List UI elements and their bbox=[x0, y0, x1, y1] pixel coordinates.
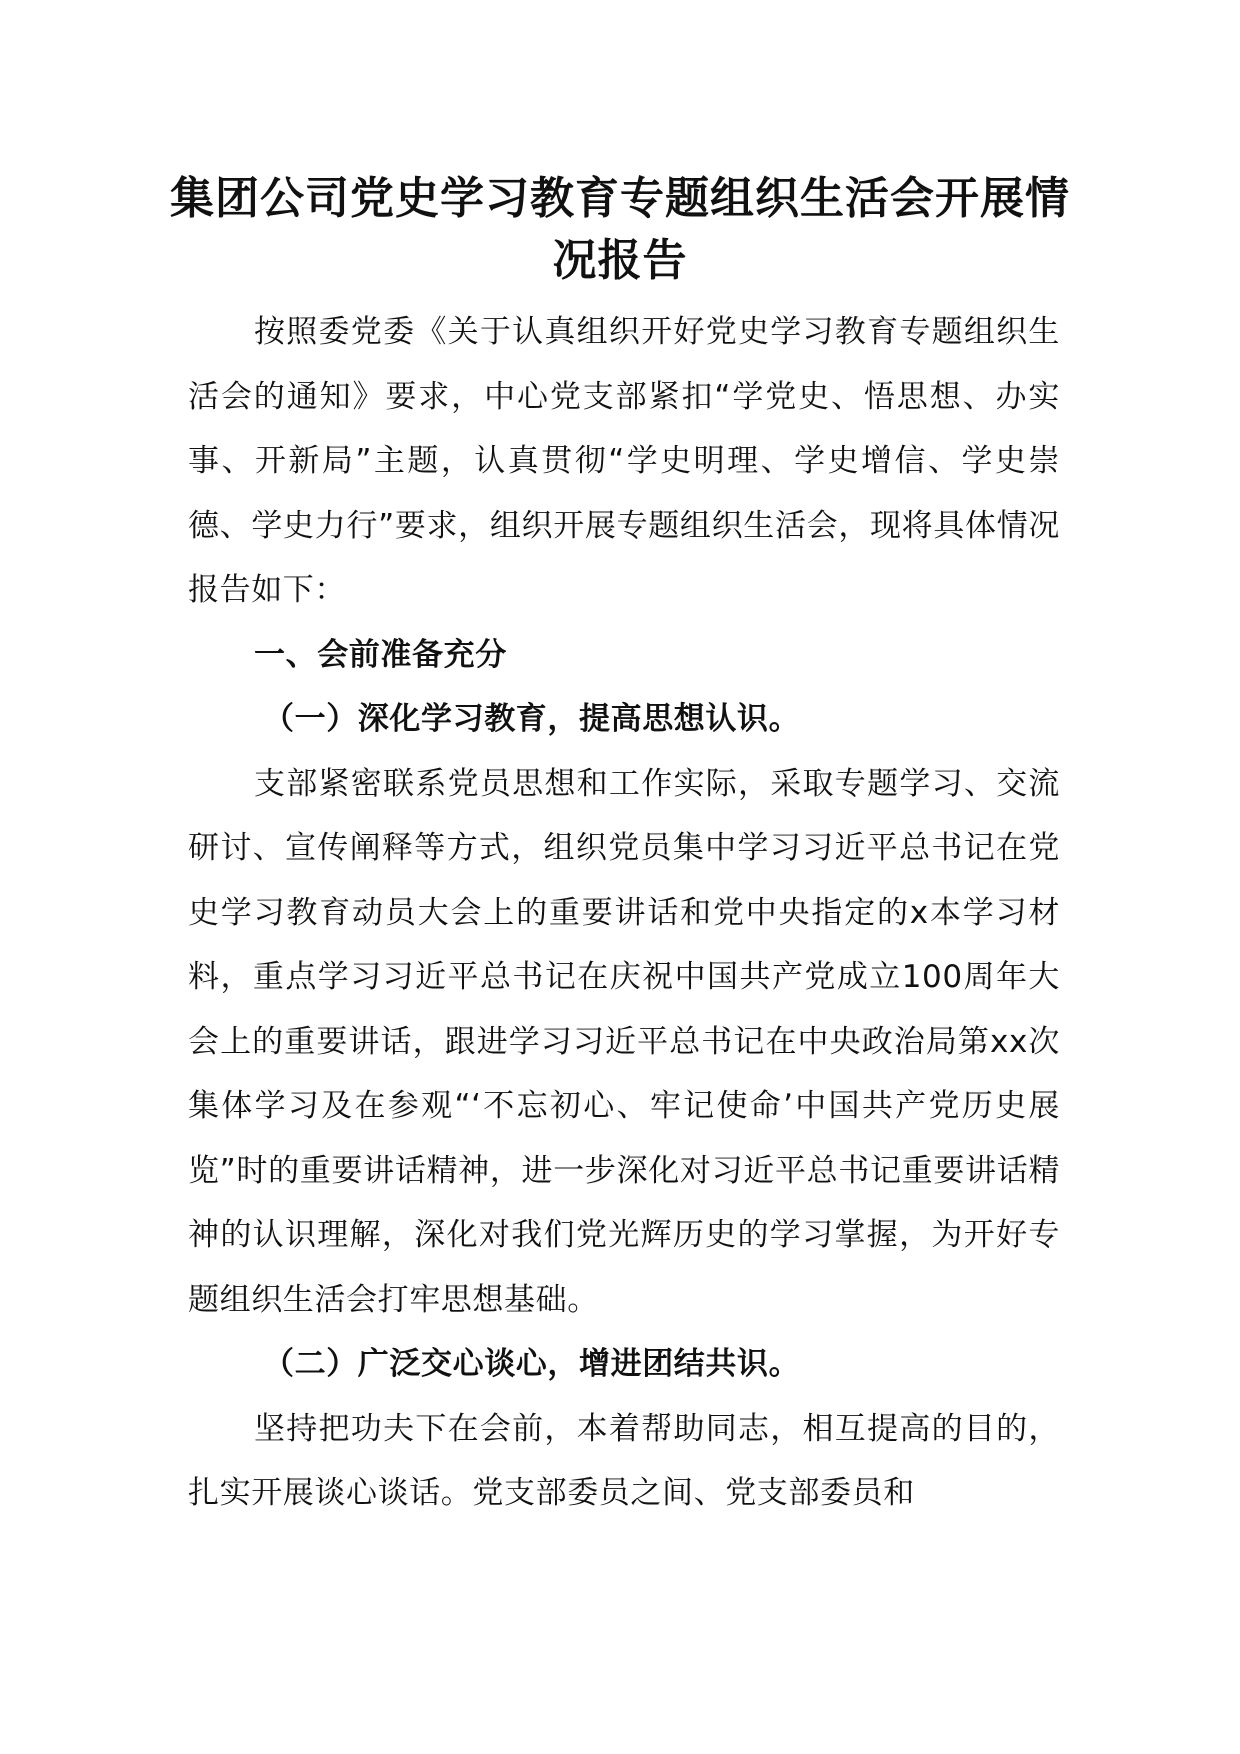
document-title: 集团公司党史学习教育专题组织生活会开展情况报告 bbox=[170, 173, 1070, 286]
document-body bbox=[188, 300, 1060, 1526]
subsection-paragraph-2: 坚持把功夫下在会前，本着帮助同志，相互提高的目的，扎实开展谈心谈话。党支部委员之间、党支部委员和 bbox=[188, 1410, 1060, 1511]
subsection-heading-2: （二）广泛交心谈心，增进团结共识。 bbox=[263, 1346, 801, 1382]
subsection-heading-1: （一）深化学习教育，提高思想认识。 bbox=[263, 701, 801, 737]
subsection-paragraph-1: 支部紧密联系党员思想和工作实际，采取专题学习、交流研讨、宣传阐释等方式，组织党员集中学习习近平总书记在党史学习教育动员大会上的重要讲话和党中央指定的x本学习材料，重点学习习近平总书记在庆祝中国共产党成立100周年大会上的重要讲话，跟进学习习近平总书记在中央政治局第xx次集体学习及在参观“‘不忘初心、牢记使命’中国共产党历史展览”时的重要讲话精神，进一步深化对习近平总书记重要讲话精神的认识理解，深化对我们党光辉历史的学习掌握，为开好专题组织生活会打牢思想基础。 bbox=[188, 765, 1060, 1318]
intro-paragraph: 按照委党委《关于认真组织开好党史学习教育专题组织生活会的通知》要求，中心党支部紧扣“学党史、悟思想、办实事、开新局”主题，认真贯彻“学史明理、学史增信、学史崇德、学史力行”要求，组织开展专题组织生活会，现将具体情况报告如下： bbox=[188, 314, 1060, 608]
section-heading-1: 一、会前准备充分 bbox=[254, 636, 507, 673]
